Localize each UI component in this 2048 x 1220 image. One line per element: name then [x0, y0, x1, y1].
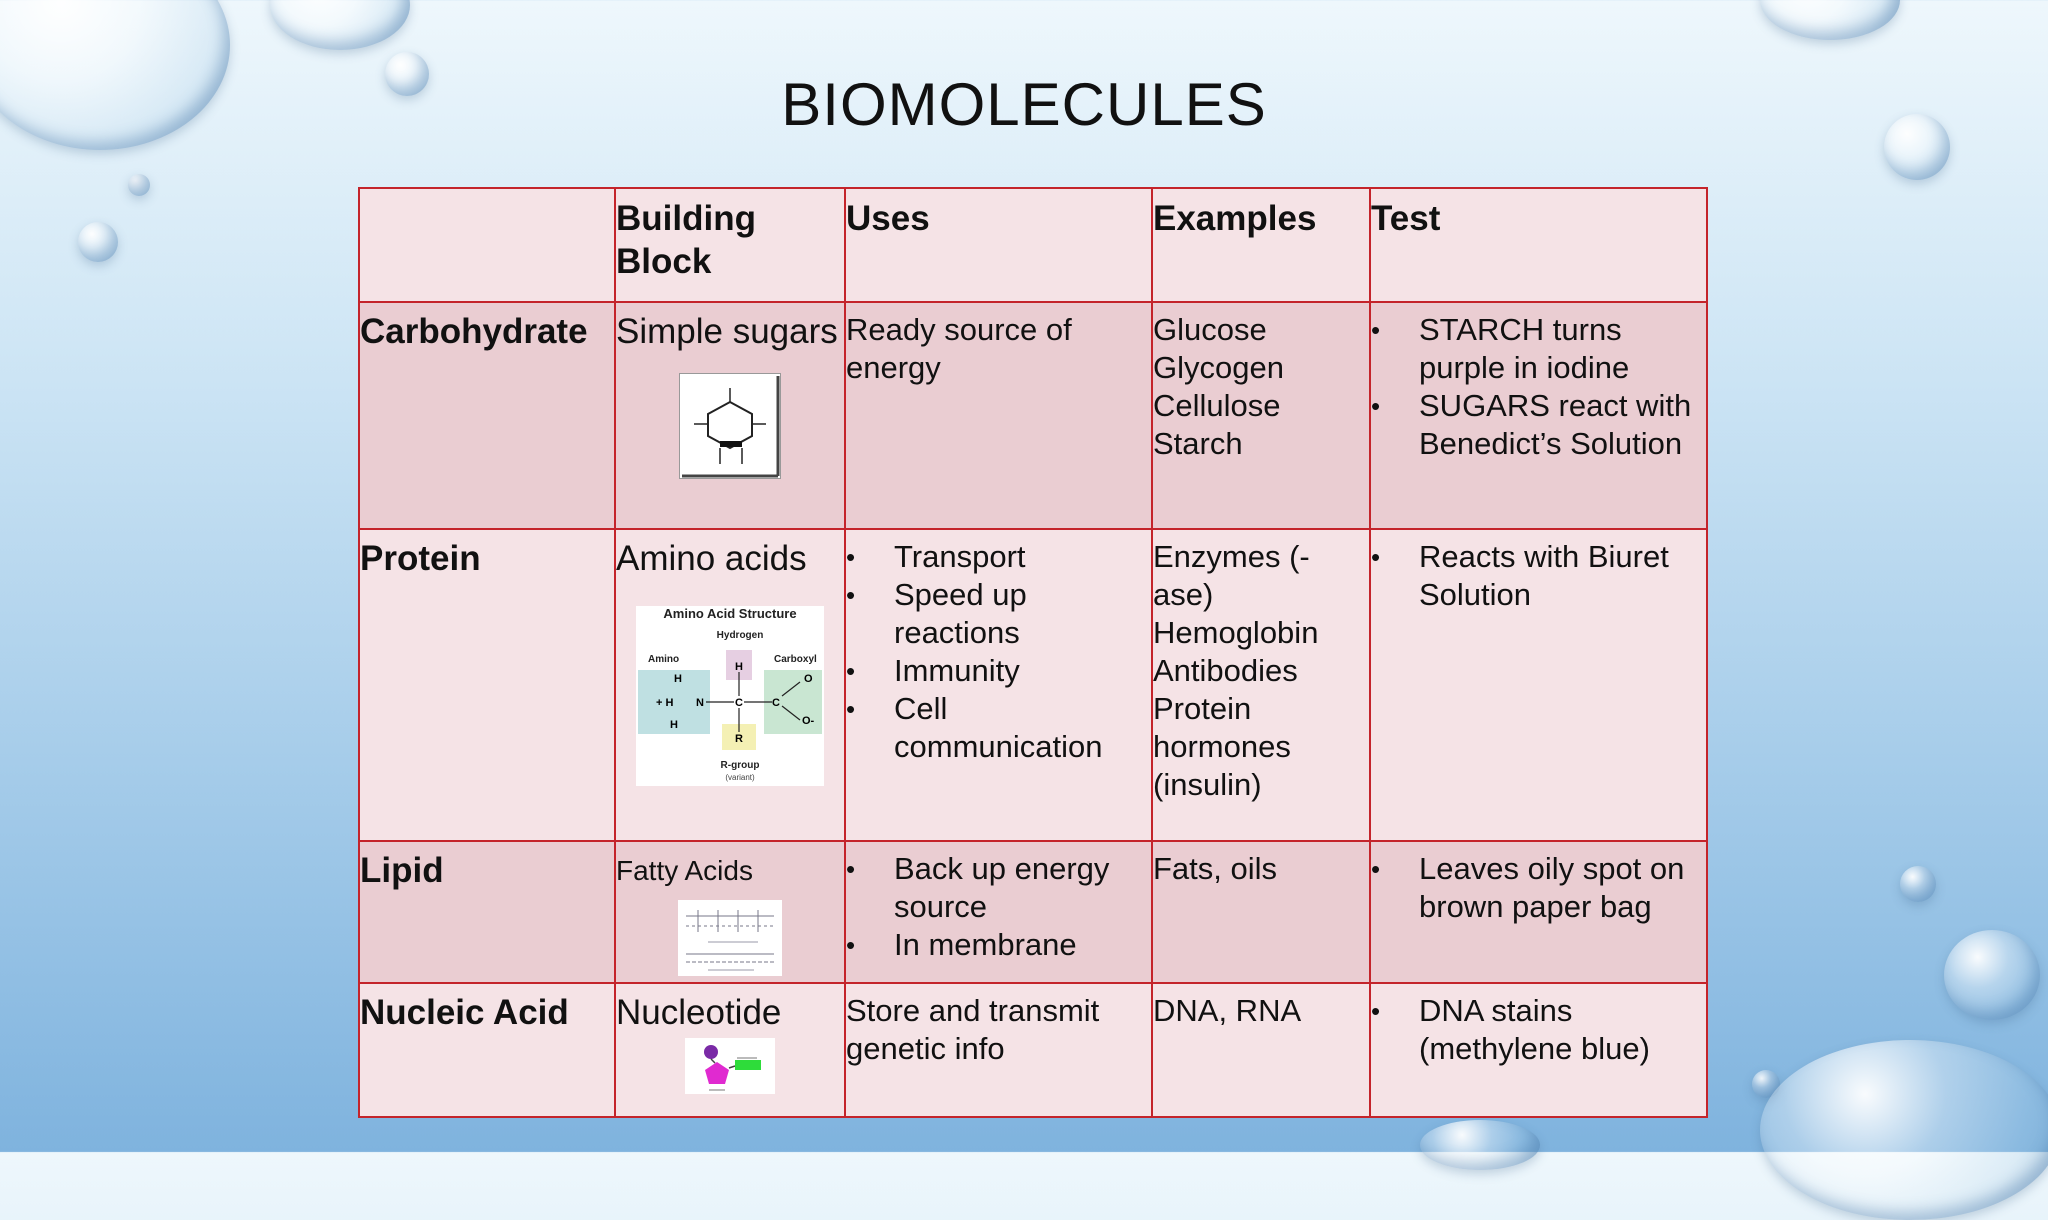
- table-row: [359, 841, 1707, 983]
- test-item: • SUGARS react with Benedict’s Solution: [1371, 387, 1706, 463]
- svg-text:N: N: [696, 697, 704, 709]
- building-block-label: Fatty Acids: [616, 855, 753, 886]
- svg-text:H: H: [735, 661, 743, 673]
- building-block-cell: [615, 841, 845, 983]
- svg-text:O-: O-: [802, 715, 815, 727]
- examples-cell: DNA, RNA: [1152, 983, 1370, 1117]
- test-item: • STARCH turns purple in iodine: [1371, 311, 1706, 387]
- svg-text:O: O: [804, 673, 813, 685]
- test-cell: [1370, 983, 1707, 1117]
- header-test: Test: [1370, 188, 1707, 302]
- examples-cell: [1152, 302, 1370, 529]
- test-item: • Reacts with Biuret Solution: [1371, 538, 1706, 614]
- fatty-acid-structure-figure: [678, 900, 782, 976]
- svg-text:H: H: [670, 719, 678, 731]
- row-label: Protein: [359, 529, 615, 841]
- biomolecules-table: [358, 187, 1708, 1118]
- test-cell: [1370, 841, 1707, 983]
- figure-hydrogen-label: Hydrogen: [716, 630, 764, 641]
- figure-rgroup-label: R-group: [720, 760, 760, 771]
- table-header-row: [359, 188, 1707, 302]
- row-label: Lipid: [359, 841, 615, 983]
- header-uses: Uses: [845, 188, 1152, 302]
- test-item: • DNA stains (methylene blue): [1371, 992, 1706, 1068]
- example-item: Glycogen: [1153, 350, 1284, 385]
- svg-text:+ H: + H: [656, 697, 674, 709]
- water-bubble: [1760, 1040, 2048, 1220]
- uses-cell: Ready source of energy: [845, 302, 1152, 529]
- test-cell: [1370, 302, 1707, 529]
- uses-cell: [845, 529, 1152, 841]
- water-bubble: [270, 0, 410, 50]
- test-cell: [1370, 529, 1707, 841]
- use-item: • Cell communication: [846, 690, 1151, 766]
- building-block-label: Simple sugars: [616, 312, 838, 351]
- row-label: Carbohydrate: [359, 302, 615, 529]
- use-item: • Immunity: [846, 652, 1151, 690]
- figure-title: Amino Acid Structure: [663, 606, 797, 621]
- svg-text:R: R: [735, 733, 743, 745]
- table-row: [359, 529, 1707, 841]
- example-item: Cellulose: [1153, 388, 1281, 423]
- examples-cell: Fats, oils: [1152, 841, 1370, 983]
- figure-amino-label: Amino: [648, 654, 680, 665]
- figure-carboxyl-label: Carboxyl: [774, 654, 817, 665]
- use-item: • In membrane: [846, 926, 1151, 964]
- row-label: Nucleic Acid: [359, 983, 615, 1117]
- use-item: • Back up energy source: [846, 850, 1151, 926]
- table-row: [359, 983, 1707, 1117]
- svg-text:C: C: [772, 697, 780, 709]
- uses-cell: Store and transmit genetic info: [845, 983, 1152, 1117]
- water-bubble: [128, 174, 150, 196]
- glucose-structure-figure: [679, 373, 781, 479]
- water-bubble: [1900, 866, 1936, 902]
- header-examples: Examples: [1152, 188, 1370, 302]
- building-block-label: Amino acids: [616, 539, 807, 578]
- page-title: BIOMOLECULES: [781, 71, 1267, 138]
- water-bubble: [1944, 930, 2040, 1020]
- header-building-block: Building Block: [615, 188, 845, 302]
- svg-text:C: C: [735, 697, 743, 709]
- building-block-cell: [615, 302, 845, 529]
- use-item: • Transport: [846, 538, 1151, 576]
- building-block-cell: [615, 529, 845, 841]
- building-block-cell: [615, 983, 845, 1117]
- building-block-label: Nucleotide: [616, 993, 782, 1032]
- svg-text:H: H: [674, 673, 682, 685]
- nucleotide-structure-figure: [685, 1038, 775, 1094]
- table-row: [359, 302, 1707, 529]
- uses-cell: [845, 841, 1152, 983]
- header-empty: [359, 188, 615, 302]
- use-item: • Speed up reactions: [846, 576, 1151, 652]
- water-bubble: [1420, 1120, 1540, 1170]
- example-item: Starch: [1153, 426, 1243, 461]
- examples-cell: Enzymes (-ase) Hemoglobin Antibodies Protein hormones (insulin): [1152, 529, 1370, 841]
- figure-variant-label: (variant): [725, 773, 755, 782]
- example-item: Glucose: [1153, 312, 1267, 347]
- water-bubble: [78, 222, 118, 262]
- water-bubble: [1760, 0, 1900, 40]
- amino-acid-structure-figure: [636, 606, 824, 786]
- test-item: • Leaves oily spot on brown paper bag: [1371, 850, 1706, 926]
